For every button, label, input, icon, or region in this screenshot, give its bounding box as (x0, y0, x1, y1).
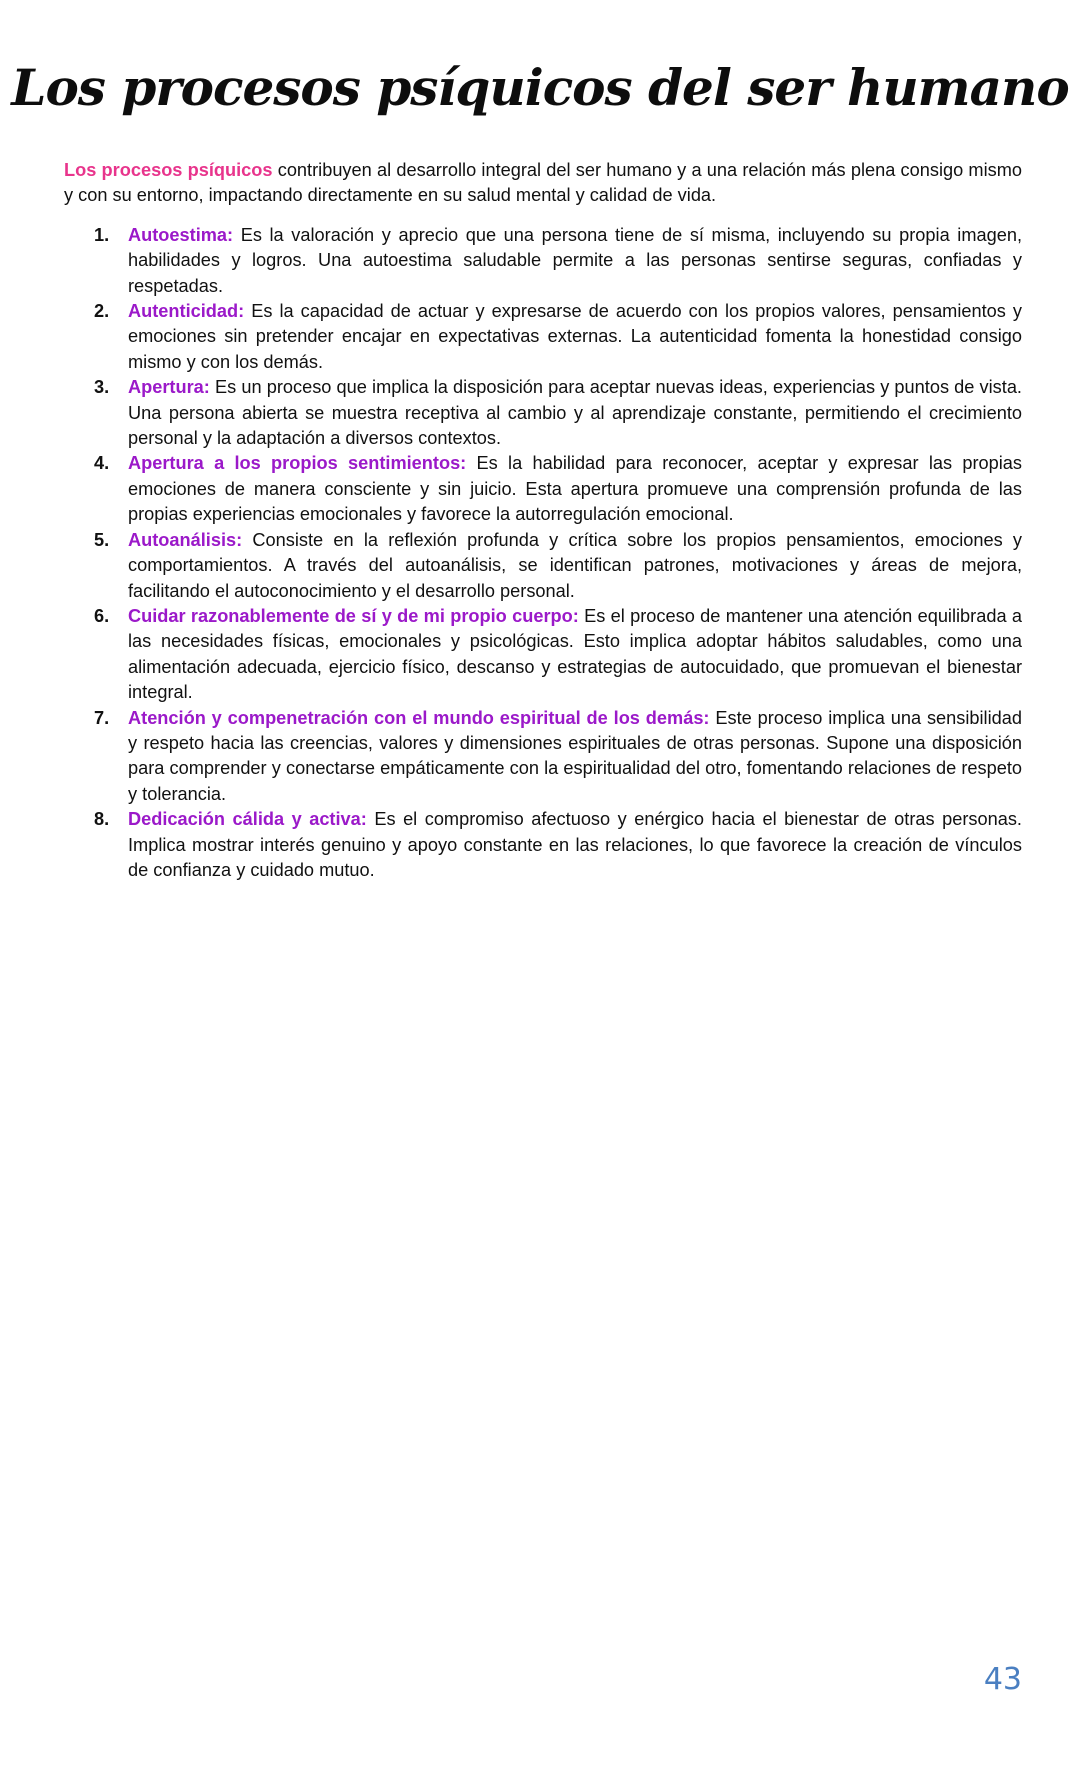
item-term: Apertura: (128, 377, 210, 398)
item-number: 8. (94, 809, 110, 830)
item-text: Es un proceso que implica la disposición para aceptar nuevas ideas, experiencias y puntos de vista. Una persona abierta se muestra receptiva al cambio y al aprendizaje constante, permitiendo el crecimiento personal y la adaptación a diversos contextos. (128, 377, 1022, 449)
item-number: 6. (94, 605, 110, 626)
item-number: 5. (94, 529, 110, 550)
document-body (64, 158, 1022, 883)
list-item (64, 299, 1022, 375)
page-title: Los procesos psíquicos del ser humano (11, 58, 1069, 117)
item-text: Consiste en la reflexión profunda y crítica sobre los propios pensamientos, emociones y comportamientos. A través del autoanálisis, se identifican patrones, motivaciones y áreas de mejora, facilitando el autoconocimiento y el desarrollo personal. (128, 529, 1022, 601)
item-number: 1. (94, 224, 110, 245)
item-text: Es el compromiso afectuoso y enérgico hacia el bienestar de otras personas. Implica mostrar interés genuino y apoyo constante en las relaciones, lo que favorece la creación de vínculos de confianza y cuidado mutuo. (128, 809, 1022, 880)
item-text: Es el proceso de mantener una atención equilibrada a las necesidades físicas, emocionales y psicológicas. Esto implica adoptar hábitos saludables, como una alimentación adecuada, ejercicio físico, descanso y estrategias de autocuidado, que promuevan el bienestar integral. (128, 605, 1022, 703)
intro-text: contribuyen al desarrollo integral del ser humano y a una relación más plena consigo mismo y con su entorno, impactando directamente en su salud mental y calidad de vida. (64, 160, 1022, 206)
item-number: 2. (94, 301, 110, 322)
item-number: 4. (94, 453, 110, 474)
item-term: Autoanálisis: (128, 529, 243, 550)
list-item (64, 604, 1022, 706)
process-list (64, 223, 1022, 884)
item-text: Este proceso implica una sensibilidad y respeto hacia las creencias, valores y dimensiones espirituales de otras personas. Supone una disposición para comprender y conectarse empáticamente con la espiritualidad del otro, fomentando relaciones de respeto y tolerancia. (128, 707, 1022, 804)
item-text: Es la valoración y aprecio que una persona tiene de sí misma, incluyendo su propia imagen, habilidades y logros. Una autoestima saludable permite a las personas sentirse seguras, confiadas y respetadas. (128, 224, 1022, 296)
item-term: Apertura a los propios sentimientos: (128, 453, 467, 474)
list-item (64, 451, 1022, 527)
list-item (64, 706, 1022, 808)
item-term: Atención y compenetración con el mundo espiritual de los demás: (128, 707, 710, 728)
intro-highlight: Los procesos psíquicos (64, 160, 273, 180)
item-number: 3. (94, 377, 110, 398)
list-item (64, 223, 1022, 299)
list-item (64, 375, 1022, 451)
list-item (64, 807, 1022, 883)
intro-paragraph (64, 158, 1022, 209)
item-term: Autoestima: (128, 224, 234, 245)
item-term: Cuidar razonablemente de sí y de mi propio cuerpo: (128, 605, 579, 626)
item-text: Es la capacidad de actuar y expresarse de acuerdo con los propios valores, pensamientos y emociones sin pretender encajar en expectativas externas. La autenticidad fomenta la honestidad consigo mismo y con los demás. (128, 301, 1022, 372)
item-number: 7. (94, 707, 110, 728)
item-term: Autenticidad: (128, 301, 245, 322)
item-text: Es la habilidad para reconocer, aceptar y expresar las propias emociones de manera consciente y sin juicio. Esta apertura promueve una comprensión profunda de las propias experiencias emocionales y favorece la autorregulación emocional. (128, 453, 1023, 525)
page-number: 43 (983, 1662, 1022, 1697)
item-term: Dedicación cálida y activa: (128, 809, 367, 830)
list-item (64, 528, 1022, 604)
